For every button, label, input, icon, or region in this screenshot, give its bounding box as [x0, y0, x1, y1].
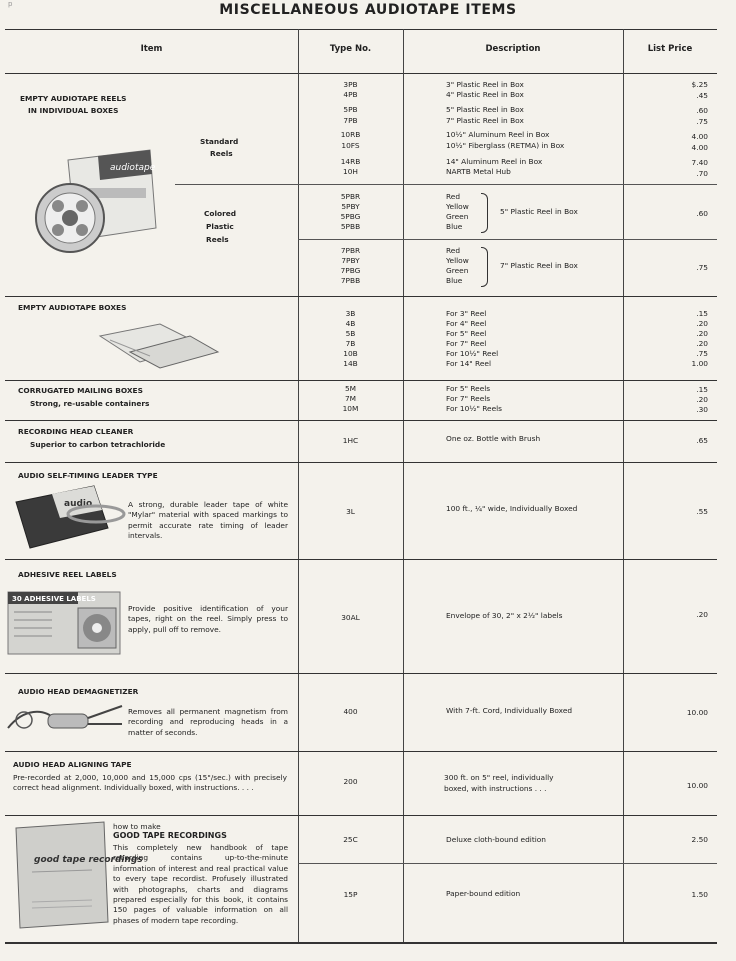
- type-cell: 14B: [343, 359, 358, 368]
- aligning-name: AUDIO HEAD ALIGNING TAPE: [13, 760, 132, 769]
- color-cell: Green: [446, 212, 469, 221]
- desc-cell: For 10½" Reel: [446, 349, 499, 358]
- type-cell: 3L: [346, 507, 355, 516]
- desc-cell: 5" Plastic Reel in Box: [500, 207, 578, 216]
- desc-cell: Envelope of 30, 2" x 2½" labels: [446, 611, 563, 620]
- desc-cell: Deluxe cloth-bound edition: [446, 835, 546, 844]
- type-cell: 7PBY: [341, 256, 360, 265]
- desc-cell: 4" Plastic Reel in Box: [446, 90, 524, 99]
- labels-name: ADHESIVE REEL LABELS: [18, 570, 117, 579]
- reel-box-photo: [28, 148, 160, 266]
- color-cell: Blue: [446, 276, 463, 285]
- svg-text:30 ADHESIVE LABELS: 30 ADHESIVE LABELS: [12, 595, 96, 603]
- leader-text: A strong, durable leader tape of white "Mylar" material with spaced markings to permit accurate rate timing of leader intervals.: [128, 500, 288, 541]
- section-rule: [5, 296, 717, 297]
- book-pre: how to make: [113, 822, 161, 831]
- standard-label-2: Reels: [210, 149, 233, 158]
- type-cell: 7PBB: [340, 276, 361, 285]
- color-cell: Red: [446, 192, 461, 201]
- desc-cell: 3" Plastic Reel in Box: [446, 80, 524, 89]
- section-rule: [5, 420, 717, 421]
- desc-cell: 7" Plastic Reel in Box: [500, 261, 578, 270]
- desc-cell: For 10½" Reels: [446, 404, 503, 413]
- price-cell: .30: [696, 405, 708, 414]
- price-cell: 4.00: [691, 132, 708, 141]
- aligning-text: Pre-recorded at 2,000, 10,000 and 15,000 cps (15"/sec.) with precisely correct head alignment. Individually boxed, with instructions. . . .: [13, 773, 287, 793]
- price-cell: 10.00: [686, 708, 708, 717]
- desc-cell: For 5" Reels: [446, 384, 491, 393]
- desc-cell: NARTB Metal Hub: [446, 167, 511, 176]
- price-cell: $.25: [691, 80, 708, 89]
- type-cell: 4PB: [343, 90, 358, 99]
- demag-name: AUDIO HEAD DEMAGNETIZER: [18, 687, 139, 696]
- page-corner: p: [8, 0, 13, 8]
- mailing-name: CORRUGATED MAILING BOXES: [18, 386, 143, 395]
- desc-cell: 14" Aluminum Reel in Box: [446, 157, 543, 166]
- section-rule: [5, 751, 717, 752]
- cleaner-name: RECORDING HEAD CLEANER: [18, 427, 134, 436]
- col-divider-price: [623, 29, 624, 943]
- section-rule: [5, 673, 717, 674]
- reels-name-line2: IN INDIVIDUAL BOXES: [28, 106, 119, 115]
- type-cell: 5B: [345, 329, 356, 338]
- svg-text:audiotape: audiotape: [110, 163, 156, 173]
- price-cell: .55: [696, 507, 708, 516]
- table-top-rule: [5, 29, 717, 30]
- type-cell: 5PBR: [340, 192, 361, 201]
- desc-cell: 300 ft. on 5" reel, individually: [444, 773, 554, 782]
- table-bottom-rule: [5, 942, 717, 944]
- desc-cell: Paper-bound edition: [446, 889, 521, 898]
- boxes-photo: [90, 322, 220, 370]
- desc-cell: For 5" Reel: [446, 329, 487, 338]
- desc-cell: 7" Plastic Reel in Box: [446, 116, 524, 125]
- price-cell: .15: [696, 309, 708, 318]
- price-cell: .20: [696, 339, 708, 348]
- price-cell: .75: [696, 117, 708, 126]
- book-name: GOOD TAPE RECORDINGS: [113, 831, 227, 840]
- row-rule: [175, 184, 717, 185]
- mailing-sub: Strong, re-usable containers: [30, 399, 150, 408]
- desc-cell: For 7" Reels: [446, 394, 491, 403]
- price-cell: .20: [696, 329, 708, 338]
- price-cell: .70: [696, 169, 708, 178]
- desc-cell: 100 ft., ¼" wide, Individually Boxed: [446, 504, 578, 513]
- desc-cell: 10½" Aluminum Reel in Box: [446, 130, 550, 139]
- price-cell: 1.00: [691, 359, 708, 368]
- labels-envelope-photo: [8, 592, 122, 656]
- color-cell: Red: [446, 246, 461, 255]
- leader-name: AUDIO SELF-TIMING LEADER TYPE: [18, 471, 158, 480]
- desc-cell: 10½" Fiberglass (RETMA) in Box: [446, 141, 565, 150]
- type-cell: 7PBG: [340, 266, 361, 275]
- colored-label-1: Colored: [204, 209, 237, 218]
- header-description: Description: [485, 44, 541, 54]
- colored-label-2: Plastic: [206, 222, 234, 231]
- type-cell: 30AL: [341, 613, 360, 622]
- type-cell: 7M: [344, 394, 357, 403]
- colored-label-3: Reels: [206, 235, 229, 244]
- header-rule: [5, 73, 717, 74]
- brace: [481, 193, 488, 233]
- brace: [481, 247, 488, 287]
- demagnetizer-photo: [4, 698, 126, 744]
- price-cell: .45: [696, 91, 708, 100]
- price-cell: .20: [696, 610, 708, 619]
- boxes-name: EMPTY AUDIOTAPE BOXES: [18, 303, 127, 312]
- type-cell: 4B: [345, 319, 356, 328]
- type-cell: 3PB: [343, 80, 358, 89]
- svg-text:audio: audio: [64, 499, 93, 509]
- price-cell: 2.50: [691, 835, 708, 844]
- price-cell: 7.40: [691, 158, 708, 167]
- row-rule: [298, 239, 717, 240]
- section-rule: [5, 462, 717, 463]
- section-rule: [5, 559, 717, 560]
- svg-text:good tape recordings: good tape recordings: [34, 855, 143, 865]
- type-cell: 5PB: [343, 105, 358, 114]
- color-cell: Blue: [446, 222, 463, 231]
- desc-cell: 5" Plastic Reel in Box: [446, 105, 524, 114]
- type-cell: 5PBY: [341, 202, 360, 211]
- color-cell: Yellow: [446, 202, 469, 211]
- header-price: List Price: [647, 44, 693, 54]
- row-rule: [298, 863, 717, 864]
- price-cell: 1.50: [691, 890, 708, 899]
- price-cell: .60: [696, 209, 708, 218]
- type-cell: 10M: [342, 404, 359, 413]
- type-cell: 25C: [343, 835, 358, 844]
- type-cell: 15P: [343, 890, 358, 899]
- type-cell: 7PBR: [340, 246, 361, 255]
- reels-name-line1: EMPTY AUDIOTAPE REELS: [20, 94, 127, 103]
- type-cell: 3B: [345, 309, 356, 318]
- type-cell: 10FS: [341, 141, 360, 150]
- type-cell: 5M: [344, 384, 357, 393]
- color-cell: Yellow: [446, 256, 469, 265]
- type-cell: 14RB: [340, 157, 361, 166]
- type-cell: 5PBG: [340, 212, 361, 221]
- type-cell: 7B: [345, 339, 356, 348]
- labels-text: Provide positive identification of your tapes, right on the reel. Simply press to apply, pull off to remove.: [128, 604, 288, 634]
- desc-cell: One oz. Bottle with Brush: [446, 434, 541, 443]
- desc-cell: boxed, with instructions . . .: [444, 784, 547, 793]
- leader-box-photo: [12, 480, 130, 554]
- header-type: Type No.: [329, 44, 372, 54]
- book-text: This completely new handbook of tape recording contains up-to-the-minute information of interest and real practical value to every tape recordist. Profusely illustrated with photographs, charts and diagrams prepared especially for this book, it contains 150 pages of valuable information on all phases of modern tape recording.: [113, 843, 288, 925]
- type-cell: 1HC: [342, 436, 359, 445]
- type-cell: 400: [343, 707, 358, 716]
- price-cell: 4.00: [691, 143, 708, 152]
- section-rule: [5, 815, 717, 816]
- desc-cell: For 4" Reel: [446, 319, 487, 328]
- standard-label-1: Standard: [200, 137, 239, 146]
- cleaner-sub: Superior to carbon tetrachloride: [30, 440, 166, 449]
- type-cell: 5PBB: [340, 222, 361, 231]
- type-cell: 10B: [343, 349, 358, 358]
- col-divider-desc: [403, 29, 404, 943]
- price-cell: 10.00: [686, 781, 708, 790]
- type-cell: 10RB: [340, 130, 361, 139]
- demag-text: Removes all permanent magnetism from recording and reproducing heads in a matter of seconds.: [128, 707, 288, 737]
- type-cell: 7PB: [343, 116, 358, 125]
- desc-cell: For 7" Reel: [446, 339, 487, 348]
- price-cell: .75: [696, 349, 708, 358]
- price-cell: .20: [696, 319, 708, 328]
- color-cell: Green: [446, 266, 469, 275]
- desc-cell: For 3" Reel: [446, 309, 487, 318]
- page-title: MISCELLANEOUS AUDIOTAPE ITEMS: [219, 2, 517, 18]
- section-rule: [5, 380, 717, 381]
- type-cell: 200: [343, 777, 358, 786]
- header-item: Item: [140, 44, 163, 54]
- price-cell: .15: [696, 385, 708, 394]
- price-cell: .60: [696, 106, 708, 115]
- price-cell: .20: [696, 395, 708, 404]
- price-cell: .65: [696, 436, 708, 445]
- desc-cell: With 7-ft. Cord, Individually Boxed: [446, 706, 573, 715]
- desc-cell: For 14" Reel: [446, 359, 491, 368]
- price-cell: .75: [696, 263, 708, 272]
- type-cell: 10H: [343, 167, 358, 176]
